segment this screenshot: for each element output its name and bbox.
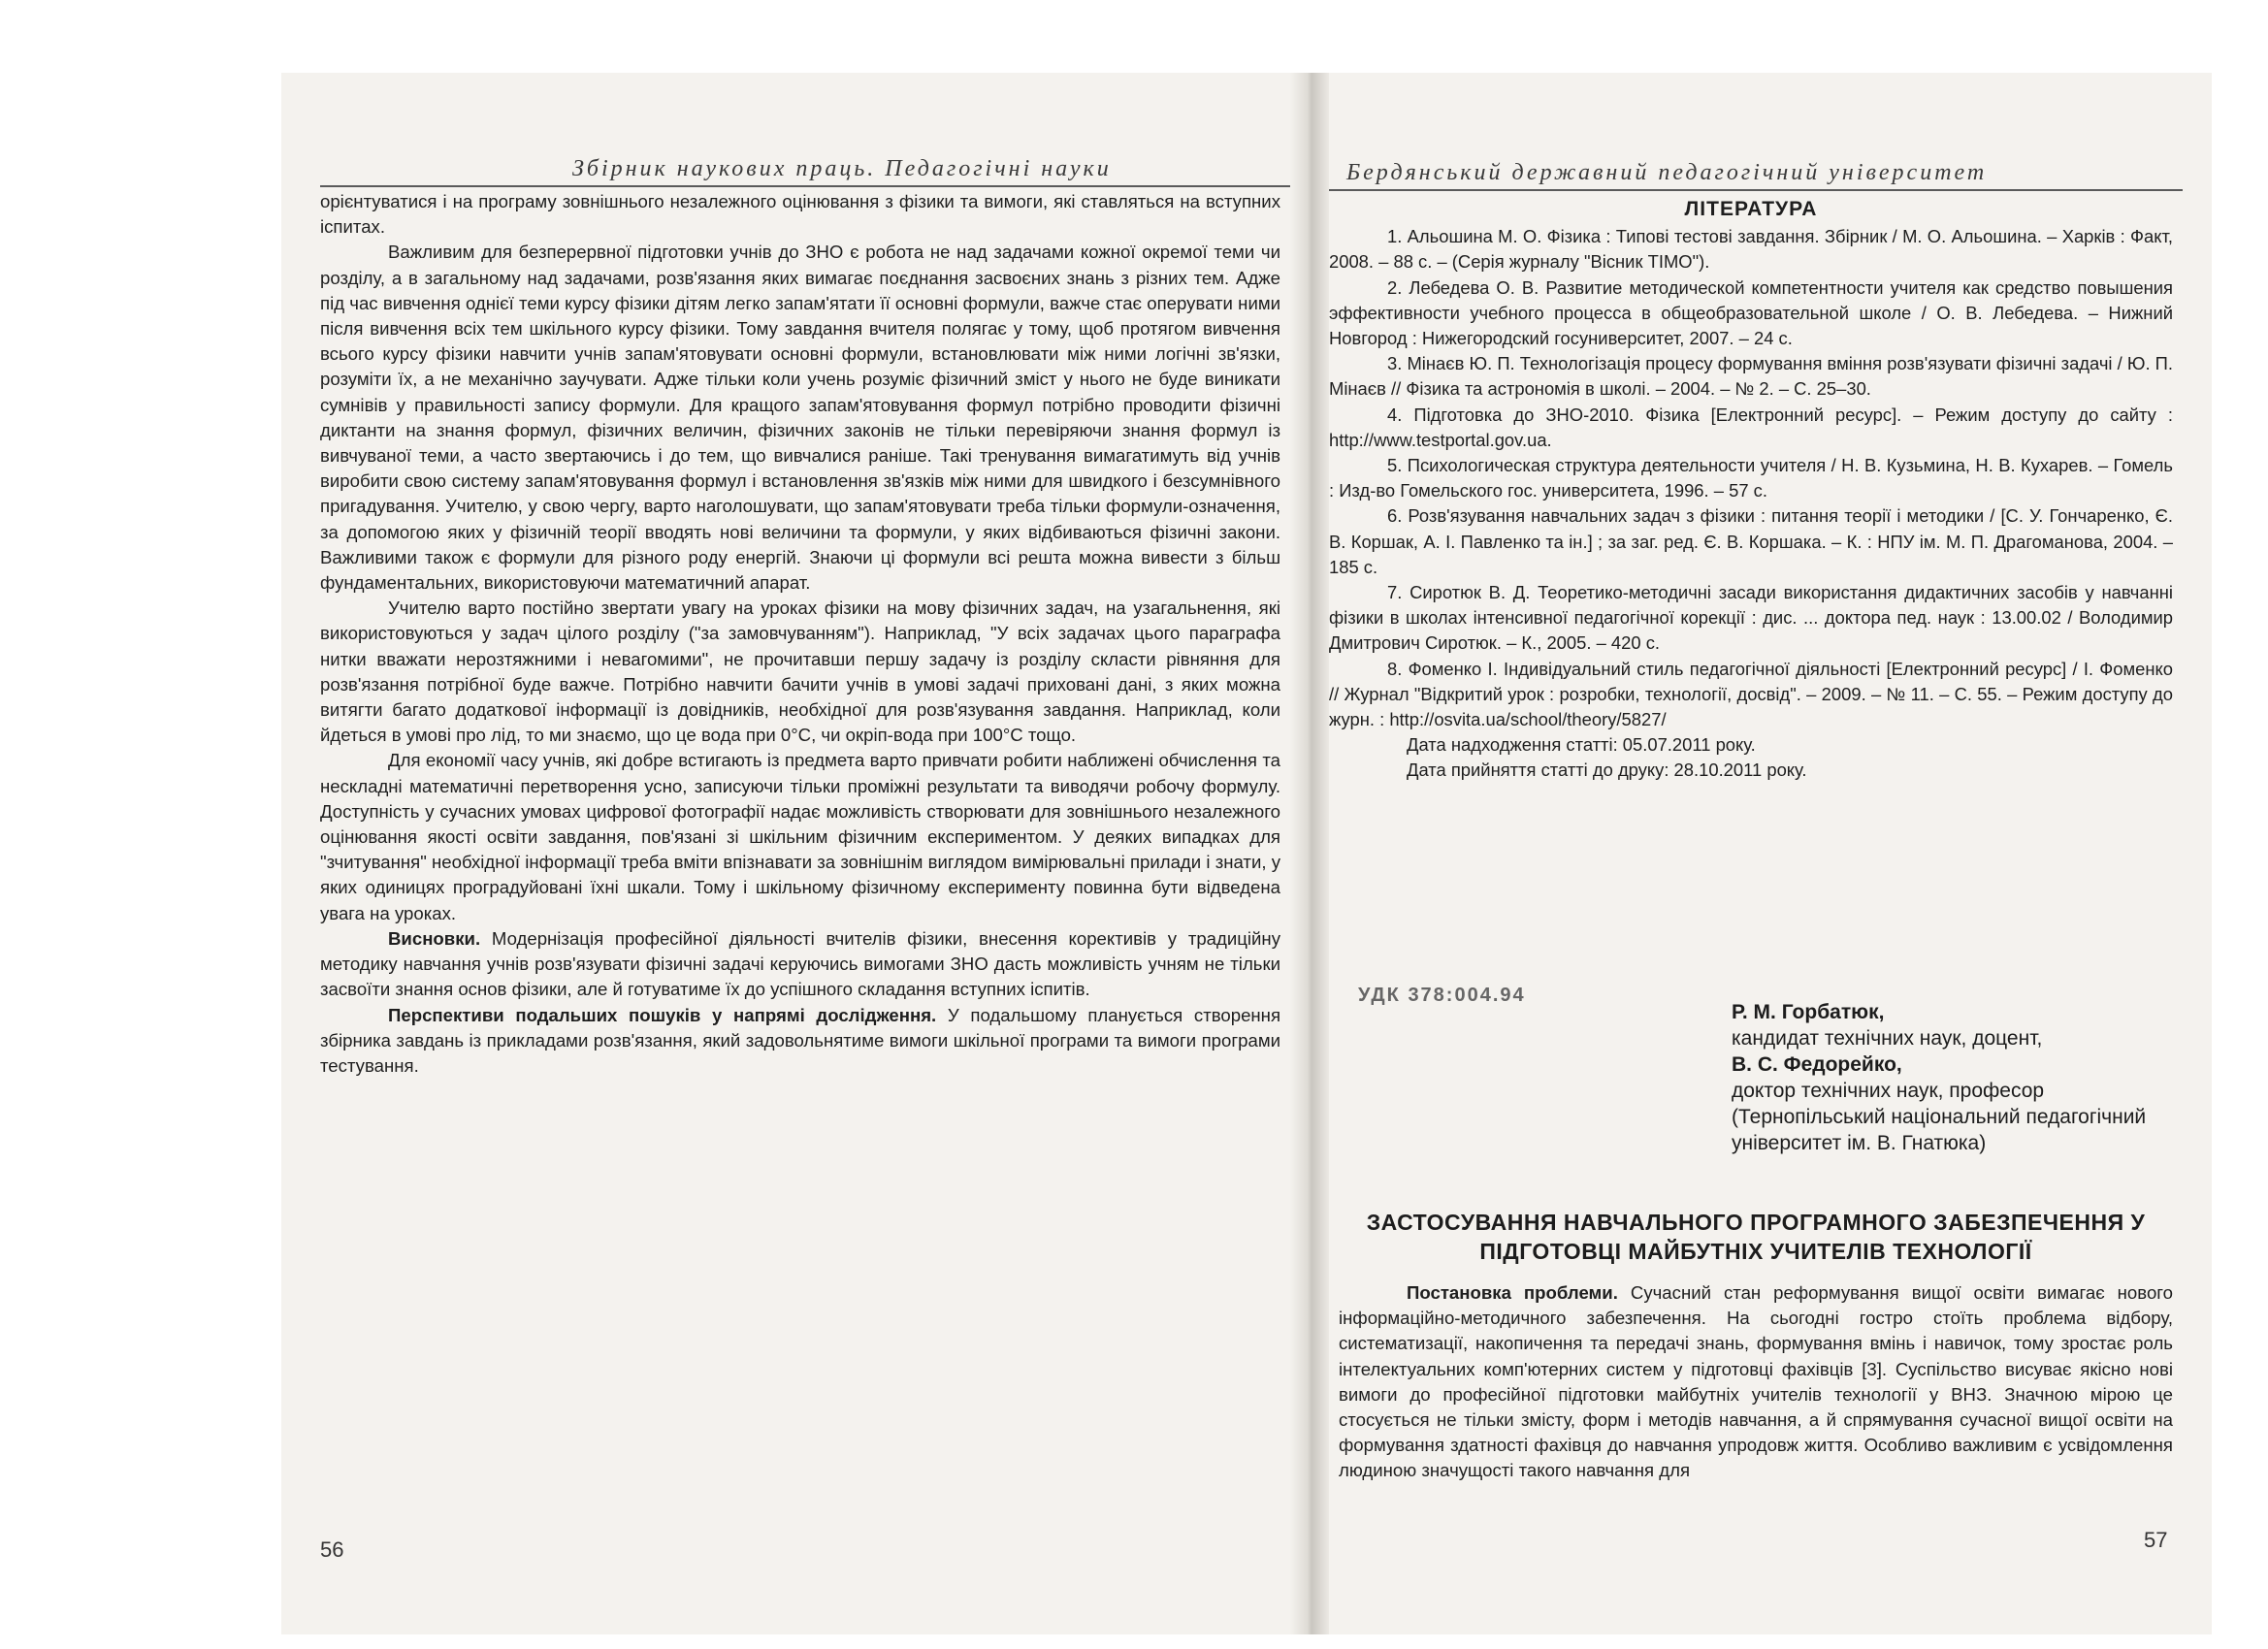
book-spread bbox=[281, 73, 2212, 1634]
paragraph: Учителю варто постійно звертати увагу на уроках фізики на мову фізичних задач, на узагальнення, які використовуються у задач цілого розділу ("за замовчуванням"). Наприклад, "У всіх задачах цього параграфа нитки вважати нерозтяжними і невагомими", не прочитавши першу задачу із розділу скласти рівняння для розв'язання потрібної буде важче. Потрібно навчити бачити учнів в умові задачі приховані дані, з яких можна витягти багато додаткової інформації із довідників, необхідної для розв'язування завдання. Наприклад, коли йдеться в умові про лід, то ми знаємо, що це вода при 0°С, чи окріп-вода при 100°С тощо. bbox=[320, 598, 1280, 746]
author1-name: Р. М. Горбатюк, bbox=[1732, 1001, 1885, 1023]
reference-item: 8. Фоменко І. Індивідуальний стиль педагогічної діяльності [Електронний ресурс] / І. Фоменко // Журнал "Відкритий урок : розробки, технології, досвід". – 2009. – № 11. – С. 55. – Режим доступу до журн. : http://osvita.ua/school/theory/5827/ bbox=[1329, 658, 2173, 730]
article-title-line2: ПІДГОТОВЦІ МАЙБУТНІХ УЧИТЕЛІВ ТЕХНОЛОГІЇ bbox=[1479, 1239, 2032, 1264]
conclusions-label: Висновки. bbox=[388, 927, 481, 949]
author2-title: доктор технічних наук, професор bbox=[1732, 1080, 2045, 1102]
paragraph: Важливим для безперервної підготовки учнів до ЗНО є робота не над задачами кожної окремої теми чи розділу, а в загальному над задачами, розв'язання яких вимагає поєднання засвоєних знань з різних тем. Адже під час вивчення однієї теми курсу фізики дітям легко запам'ятати її основні формули, важче стає оперувати ними після вивчення всіх тем шкільного курсу фізики. Тому завдання вчителя полягає у тому, щоб протягом вивчення всього курсу фізики навчити учнів запам'ятовувати основні формули, встановлювати між ними логічні зв'язки, розуміти їх, а не механічно заучувати. Адже тільки коли учень розуміє фізичний зміст у нього не буде виникати сумнівів у правильності запису формули. Для кращого запам'ятовування формул потрібно проводити фізичні диктанти на знання формул, фізичних величин, фізичних законів не тільки перевіряючи знання формул із вивчуваної теми, а часто звертаючись і до тем, що вивчалися раніше. Такі тренування вимагатимуть від учнів виробити свою систему запам'ятовування формул і встановлення зв'язків між ними для швидкого і безсумнівного пригадування. Учителю, у свою чергу, варто наголошувати, що запам'ятовувати треба тільки формули-означення, за допомогою яких у фізичній теорії вводять нові величини та формули, у яких відбиваються фізичні закони. Важливими також є формули для різного роду енергій. Знаючи ці формули всі решта можна вивести з більш фундаментальних, використовуючи математичний апарат. bbox=[320, 242, 1280, 594]
affiliation: (Тернопільський національний педагогічний університет ім. В. Гнатюка) bbox=[1732, 1106, 2147, 1154]
right-running-head: Бердянський державний педагогічний університет bbox=[1346, 160, 1988, 185]
reference-item: 7. Сиротюк В. Д. Теоретико-методичні засади використання дидактичних засобів у навчанні фізики в школах інтенсивної педагогічної корекції : дис. ... доктора пед. наук : 13.00.02 / Володимир Дмитрович Сиротюк. – К., 2005. – 420 с. bbox=[1329, 582, 2173, 654]
reference-item: 1. Альошина М. О. Фізика : Типові тестові завдання. Збірник / М. О. Альошина. – Харків : Факт, 2008. – 88 с. – (Серія журналу "Вісник ТІМО"). bbox=[1329, 226, 2173, 273]
paragraph: Для економії часу учнів, які добре встигають із предмета варто привчати робити наближені обчислення та нескладні математичні перетворення усно, записуючи тільки проміжні результати та виводячи робочу формулу. Доступність у сучасних умовах цифрової фотографії надає можливість створювати для зовнішнього незалежного оцінювання якості освіти завдання, пов'язані зі шкільним фізичним експериментом. У деяких випадках для "зчитування" необхідної інформації треба вміти впізнавати за зовнішнім виглядом вимірювальні прилади і знати, у яких одиницях проградуйовані їхні шкали. Тому і шкільному фізичному експерименту повинна бути відведена увага на уроках. bbox=[320, 750, 1280, 923]
left-page bbox=[281, 73, 1305, 1634]
authors-block bbox=[1732, 999, 2197, 1156]
literature-section bbox=[1329, 197, 2173, 784]
udc-code: УДК 378:004.94 bbox=[1358, 985, 1526, 1006]
date-received: Дата надходження статті: 05.07.2011 року. bbox=[1407, 734, 1756, 756]
reference-item: 5. Психологическая структура деятельности учителя / Н. В. Кузьмина, Н. В. Кухарев. – Гомель : Изд-во Гомельского гос. университета, 1996. – 57 с. bbox=[1329, 455, 2173, 501]
conclusions-text: Модернізація професійної діяльності вчителів фізики, внесення корективів у традиційну методику навчання учнів розв'язувати фізичні задачі керуючись вимогами ЗНО дасть можливість учням не тільки засвоїти знання основ фізики, але й готуватиме їх до успішного складання вступних іспитів. bbox=[320, 927, 1280, 1000]
right-page bbox=[1319, 73, 2212, 1634]
right-header-rule bbox=[1329, 189, 2183, 191]
problem-label: Постановка проблеми. bbox=[1407, 1282, 1618, 1303]
reference-item: 6. Розв'язування навчальних задач з фізики : питання теорії і методики / [С. У. Гончаренко, Є. В. Коршак, А. І. Павленко та ін.] ; за заг. ред. Є. В. Коршака. – К. : НПУ ім. М. П. Драгоманова, 2004. – 185 с. bbox=[1329, 505, 2173, 577]
conclusions-paragraph bbox=[320, 926, 1280, 1003]
reference-item: 3. Мінаєв Ю. П. Технологізація процесу формування вміння розв'язувати фізичні задачі / Ю. П. Мінаєв // Фізика та астрономія в школі. – 2004. – № 2. – С. 25–30. bbox=[1329, 353, 2173, 400]
author2-name: В. С. Федорейко, bbox=[1732, 1053, 1902, 1076]
author1-title: кандидат технічних наук, доцент, bbox=[1732, 1027, 2043, 1050]
prospects-paragraph bbox=[320, 1003, 1280, 1080]
article-title-line1: ЗАСТОСУВАННЯ НАВЧАЛЬНОГО ПРОГРАМНОГО ЗАБЕЗПЕЧЕННЯ У bbox=[1366, 1210, 2146, 1235]
literature-title: ЛІТЕРАТУРА bbox=[1684, 198, 1818, 220]
left-running-head: Збірник наукових праць. Педагогічні науки bbox=[572, 156, 1112, 181]
paragraph: орієнтуватися і на програму зовнішнього незалежного оцінювання з фізики та вимоги, які ставляться на вступних іспитах. bbox=[320, 191, 1280, 238]
problem-statement bbox=[1339, 1280, 2173, 1484]
reference-item: 2. Лебедева О. В. Развитие методической компетентности учителя как средство повышения эффективности учебного процесса в общеобразовательной школе / О. В. Лебедева. – Нижний Новгород : Нижегородский госуниверситет, 2007. – 24 с. bbox=[1329, 276, 2173, 349]
left-body-text bbox=[320, 189, 1280, 1079]
prospects-label: Перспективи подальших пошуків у напрямі дослідження. bbox=[388, 1004, 937, 1025]
left-header-rule bbox=[320, 185, 1290, 187]
left-page-number: 56 bbox=[320, 1537, 344, 1562]
prospects-text: У подальшому планується створення збірника завдань із прикладами розв'язання, який задовольнятиме вимоги шкільної програми та вимоги програми тестування. bbox=[320, 1004, 1281, 1076]
date-accepted: Дата прийняття статті до друку: 28.10.2011 року. bbox=[1407, 760, 1807, 781]
article-title bbox=[1339, 1208, 2173, 1266]
article-dates bbox=[1329, 732, 2173, 783]
problem-text: Сучасний стан реформування вищої освіти вимагає нового інформаційно-методичного забезпечення. На сьогодні гостро стоїть проблема відбору, систематизації, накопичення та передачі знань, формування вмінь і навичок, тому зростає роль інтелектуальних комп'ютерних систем у підготовці фахівців [3]. Суспільство висуває якісно нові вимоги до професійної підготовки майбутніх учителів технології у ВНЗ. Значною мірою це стосується не тільки змісту, форм і методів навчання, а й спрямування сучасної вищої освіти на формування здатності фахівця до навчання упродовж життя. Особливо важливим є усвідомлення людиною значущості такого навчання для bbox=[1339, 1282, 2173, 1481]
reference-item: 4. Підготовка до ЗНО-2010. Фізика [Електронний ресурс]. – Режим доступу до сайту : http://www.testportal.gov.ua. bbox=[1329, 404, 2173, 450]
right-page-number: 57 bbox=[2144, 1528, 2168, 1552]
